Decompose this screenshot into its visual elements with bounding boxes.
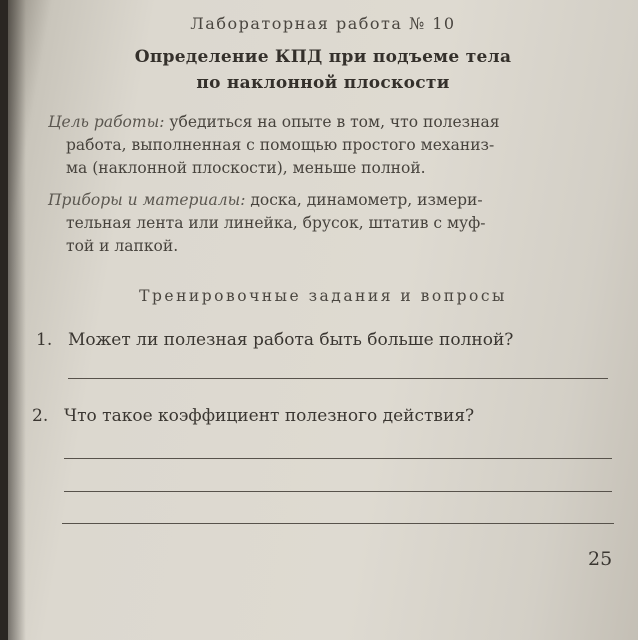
lab-title: Лабораторная работа № 10 [190,14,456,33]
question-2 [32,406,474,426]
workbook-page [8,0,638,640]
goal-line-2: работа, выполненная с помощью простого механиз- [66,136,495,154]
question-1-number: 1. [36,330,53,350]
materials-line-2: тельная лента или линейка, брусок, штатив с муф- [66,214,486,232]
goal-label: Цель работы: [48,113,165,131]
heading-line-1: Определение КПД при подъеме тела [134,47,512,67]
binding-shadow [8,0,26,640]
materials-line-3: той и лапкой. [66,237,179,255]
goal-line-3: ма (наклонной плоскости), меньше полной. [66,159,426,177]
question-2-number: 2. [32,406,49,426]
question-1 [36,330,513,350]
question-1-text: Может ли полезная работа быть больше полной? [68,330,514,350]
answer-line-2c[interactable] [62,523,614,524]
goal-line-1: убедиться на опыте в том, что полезная [169,113,500,131]
section-title: Тренировочные задания и вопросы [139,287,507,305]
heading-line-2: по наклонной плоскости [196,73,450,93]
question-2-text: Что такое коэффициент полезного действия? [64,406,475,426]
answer-line-1[interactable] [68,378,608,379]
materials-paragraph [48,189,608,258]
answer-line-2a[interactable] [64,458,612,459]
answer-line-2b[interactable] [64,491,612,492]
goal-paragraph [48,111,608,180]
materials-label: Приборы и материалы: [48,191,246,209]
materials-line-1: доска, динамометр, измери- [250,191,483,209]
page-number: 25 [588,548,613,570]
